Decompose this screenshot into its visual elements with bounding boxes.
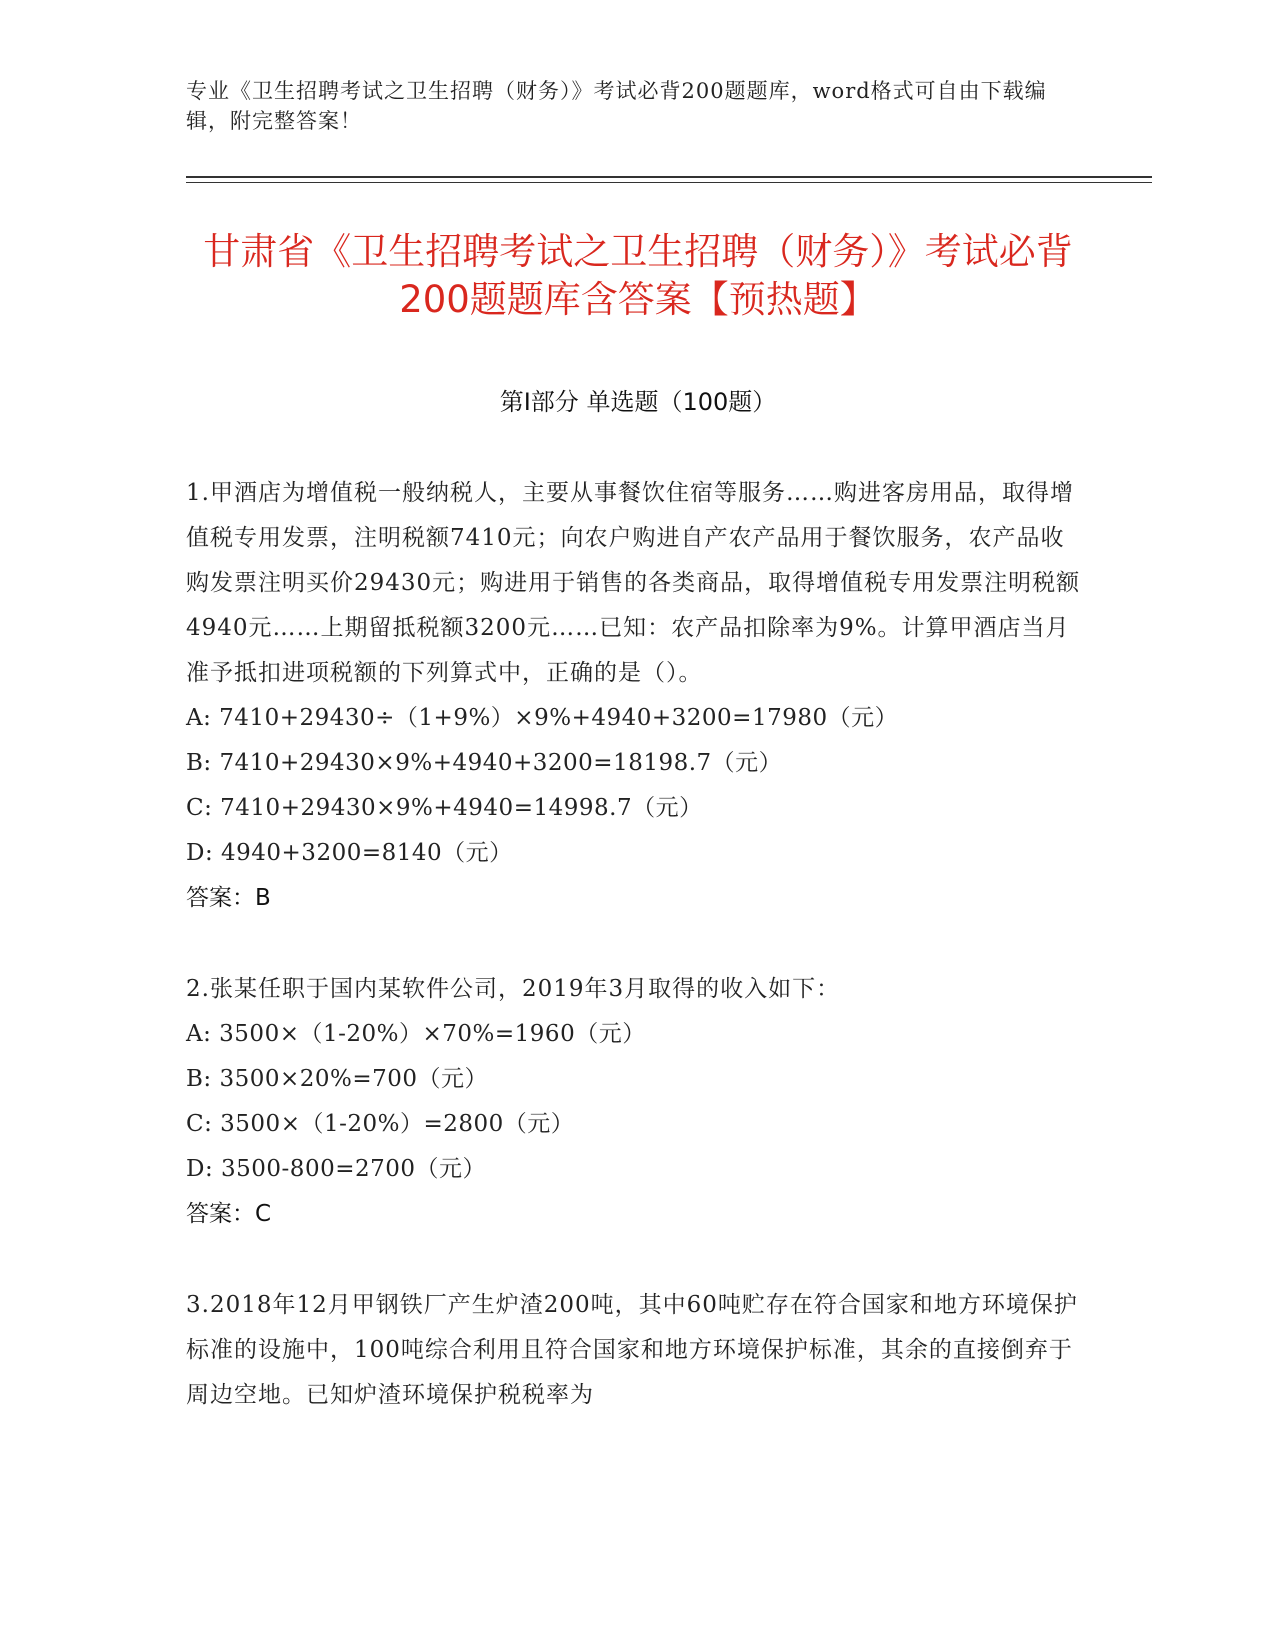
- option-c: C: 3500×（1-20%）=2800（元）: [186, 1111, 575, 1137]
- section-heading: 第I部分 单选题（100题）: [499, 388, 777, 416]
- option-a: A: 7410+29430÷（1+9%）×9%+4940+3200=17980（元）: [186, 705, 899, 731]
- option-a: A: 3500×（1-20%）×70%=1960（元）: [186, 1021, 646, 1047]
- question-1: [186, 471, 1086, 921]
- answer-label: 答案：B: [186, 885, 271, 911]
- option-c: C: 7410+29430×9%+4940=14998.7（元）: [186, 795, 703, 821]
- question-text: 2.张某任职于国内某软件公司，2019年3月取得的收入如下：: [186, 976, 841, 1002]
- option-d: D: 4940+3200=8140（元）: [186, 840, 513, 866]
- question-2: [186, 967, 1086, 1237]
- option-b: B: 7410+29430×9%+4940+3200=18198.7（元）: [186, 750, 783, 776]
- header-intro-text: 专业《卫生招聘考试之卫生招聘（财务）》考试必背200题题库，word格式可自由下载编辑，附完整答案！: [186, 79, 1047, 133]
- header-divider-thick: [186, 176, 1152, 178]
- option-b: B: 3500×20%=700（元）: [186, 1066, 489, 1092]
- question-list: [186, 471, 1086, 1464]
- question-3: [186, 1283, 1086, 1418]
- option-d: D: 3500-800=2700（元）: [186, 1156, 487, 1182]
- question-text: 1.甲酒店为增值税一般纳税人，主要从事餐饮住宿等服务……购进客房用品，取得增值税专用发票，注明税额7410元；向农户购进自产农产品用于餐饮服务，农产品收购发票注明买价29430元；购进用于销售的各类商品，取得增值税专用发票注明税额4940元……上期留抵税额3200元……已知：农产品扣除率为9%。计算甲酒店当月准予抵扣进项税额的下列算式中，正确的是（）。: [186, 480, 1081, 686]
- header-divider-thin: [186, 182, 1152, 183]
- question-text: 3.2018年12月甲钢铁厂产生炉渣200吨，其中60吨贮存在符合国家和地方环境保护标准的设施中，100吨综合利用且符合国家和地方环境保护标准，其余的直接倒弃于周边空地。已知炉渣环境保护税税率为: [186, 1292, 1078, 1408]
- document-title: 甘肃省《卫生招聘考试之卫生招聘（财务）》考试必背200题题库含答案【预热题】: [203, 230, 1073, 321]
- answer-label: 答案：C: [186, 1201, 272, 1227]
